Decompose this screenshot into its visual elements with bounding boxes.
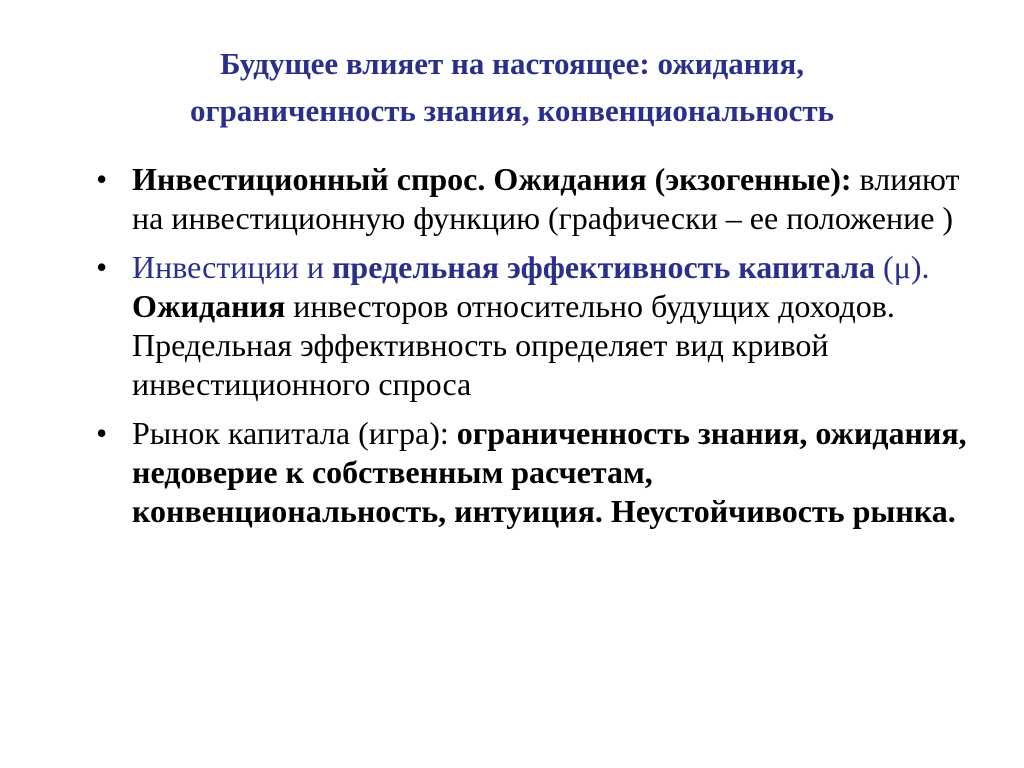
bullet-3-lead: Рынок капитала (игра): <box>132 415 457 451</box>
bullet-item-marginal-efficiency <box>94 248 974 404</box>
bullet-2-bold-expectations: Ожидания <box>132 288 286 324</box>
bullet-3-bold-text: ограниченность знания, ожидания, недоверие к собственным расчетам, конвенциональность, интуиция. Неустойчивость рынка. <box>132 415 967 529</box>
bullet-2-lead: Инвестиции и <box>132 249 332 285</box>
bullet-item-capital-market <box>94 414 974 531</box>
slide-title-line-1: Будущее влияет на настоящее: ожидания, <box>220 46 804 81</box>
bullet-2-symbol: (μ). <box>875 249 930 285</box>
bullet-2-text: инвесторов относительно будущих доходов. Предельная эффективность определяет вид кривой инвестиционного спроса <box>132 288 895 402</box>
bullet-marker: • <box>96 415 108 451</box>
bullet-1-bold-lead: Инвестиционный спрос. Ожидания (экзогенные): <box>132 161 852 197</box>
bullet-list <box>94 160 974 541</box>
slide-title-line-2: ограниченность знания, конвенциональность <box>189 93 834 128</box>
bullet-marker: • <box>96 161 108 197</box>
bullet-item-investment-demand <box>94 160 974 238</box>
bullet-marker: • <box>96 249 108 285</box>
bullet-2-highlight: предельная эффективность капитала <box>331 249 876 285</box>
slide-title <box>60 40 964 134</box>
bullet-1-text: влияют на инвестиционную функцию (графически – ее положение ) <box>132 161 960 236</box>
